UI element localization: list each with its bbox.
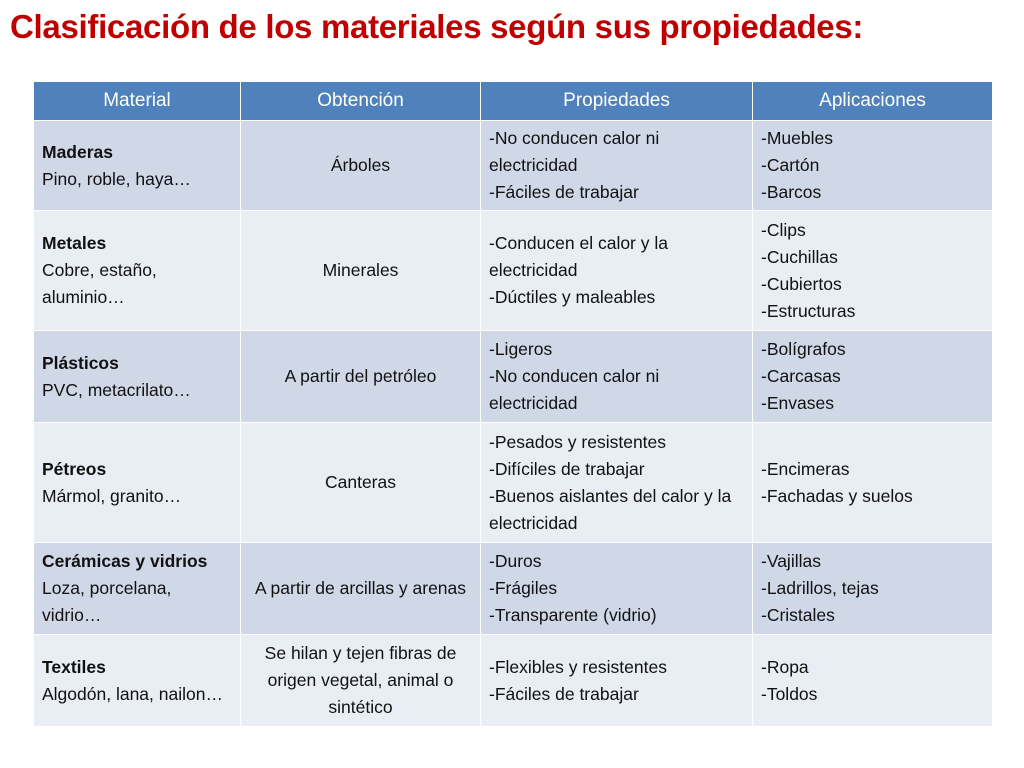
material-cell	[34, 543, 241, 635]
propiedades-cell	[481, 211, 753, 331]
aplicacion-item: -Vajillas	[761, 551, 821, 571]
propiedades-cell	[481, 121, 753, 211]
propiedades-cell	[481, 331, 753, 423]
material-name: Plásticos	[42, 352, 119, 373]
material-cell	[34, 423, 241, 543]
propiedad-item: -No conducen calor ni electricidad	[489, 128, 660, 175]
obtencion-cell: Se hilan y tejen fibras de origen vegetal, animal o sintético	[241, 635, 481, 727]
propiedad-item: -Fáciles de trabajar	[489, 683, 639, 704]
aplicaciones-cell	[753, 211, 993, 331]
aplicacion-item: -Estructuras	[761, 300, 856, 321]
header-propiedades: Propiedades	[481, 82, 753, 121]
aplicacion-item: -Cubiertos	[761, 273, 842, 294]
aplicacion-item: -Clips	[761, 219, 806, 240]
material-examples: Mármol, granito…	[42, 485, 182, 506]
table-row	[34, 331, 993, 423]
material-cell	[34, 211, 241, 331]
material-name: Cerámicas y vidrios	[42, 551, 208, 571]
aplicaciones-cell	[753, 635, 993, 727]
aplicaciones-cell	[753, 423, 993, 543]
aplicacion-item: -Muebles	[761, 128, 833, 148]
propiedad-item: -Difíciles de trabajar	[489, 458, 645, 479]
propiedad-item: -Frágiles	[489, 578, 558, 598]
aplicacion-item: -Barcos	[761, 182, 822, 202]
propiedades-cell	[481, 423, 753, 543]
materials-table	[33, 81, 993, 727]
propiedades-cell	[481, 635, 753, 727]
material-examples: Pino, roble, haya…	[42, 168, 191, 189]
material-examples: PVC, metacrilato…	[42, 379, 191, 400]
table-row	[34, 211, 993, 331]
slide-title: Clasificación de los materiales según sus propiedades:	[10, 8, 864, 45]
obtencion-cell: Canteras	[241, 423, 481, 543]
aplicacion-item: -Cristales	[761, 605, 835, 625]
material-cell	[34, 635, 241, 727]
header-row	[34, 82, 993, 121]
aplicacion-item: -Fachadas y suelos	[761, 485, 913, 506]
material-name: Metales	[42, 233, 107, 253]
propiedades-cell	[481, 543, 753, 635]
material-name: Maderas	[42, 141, 114, 162]
table-row	[34, 635, 993, 727]
table-row	[34, 423, 993, 543]
aplicacion-item: -Toldos	[761, 683, 818, 704]
aplicacion-item: -Bolígrafos	[761, 339, 846, 359]
material-examples: Cobre, estaño, aluminio…	[42, 260, 157, 307]
aplicacion-item: -Cartón	[761, 155, 820, 175]
propiedad-item: -Ligeros	[489, 339, 553, 359]
material-cell	[34, 121, 241, 211]
aplicacion-item: -Ladrillos, tejas	[761, 578, 879, 598]
header-obtencion: Obtención	[241, 82, 481, 121]
material-name: Pétreos	[42, 458, 107, 479]
propiedad-item: -Fáciles de trabajar	[489, 182, 639, 202]
aplicacion-item: -Carcasas	[761, 366, 841, 386]
propiedad-item: -Duros	[489, 551, 542, 571]
aplicaciones-cell	[753, 543, 993, 635]
table-row	[34, 121, 993, 211]
header-material: Material	[34, 82, 241, 121]
propiedad-item: -Conducen el calor y la electricidad	[489, 233, 668, 280]
propiedad-item: -Transparente (vidrio)	[489, 605, 657, 625]
propiedad-item: -Buenos aislantes del calor y la electricidad	[489, 485, 732, 533]
obtencion-cell: Árboles	[241, 121, 481, 211]
propiedad-item: -Flexibles y resistentes	[489, 656, 667, 677]
table-row	[34, 543, 993, 635]
obtencion-cell: A partir de arcillas y arenas	[241, 543, 481, 635]
material-examples: Loza, porcelana, vidrio…	[42, 578, 172, 625]
propiedad-item: -Pesados y resistentes	[489, 431, 667, 452]
aplicacion-item: -Ropa	[761, 656, 809, 677]
header-aplicaciones: Aplicaciones	[753, 82, 993, 121]
propiedad-item: -Dúctiles y maleables	[489, 287, 656, 307]
aplicacion-item: -Envases	[761, 393, 834, 413]
aplicacion-item: -Cuchillas	[761, 246, 838, 267]
material-examples: Algodón, lana, nailon…	[42, 683, 223, 704]
obtencion-cell: Minerales	[241, 211, 481, 331]
obtencion-cell: A partir del petróleo	[241, 331, 481, 423]
material-cell	[34, 331, 241, 423]
aplicacion-item: -Encimeras	[761, 458, 850, 479]
material-name: Textiles	[42, 656, 106, 677]
propiedad-item: -No conducen calor ni electricidad	[489, 366, 660, 413]
aplicaciones-cell	[753, 331, 993, 423]
aplicaciones-cell	[753, 121, 993, 211]
